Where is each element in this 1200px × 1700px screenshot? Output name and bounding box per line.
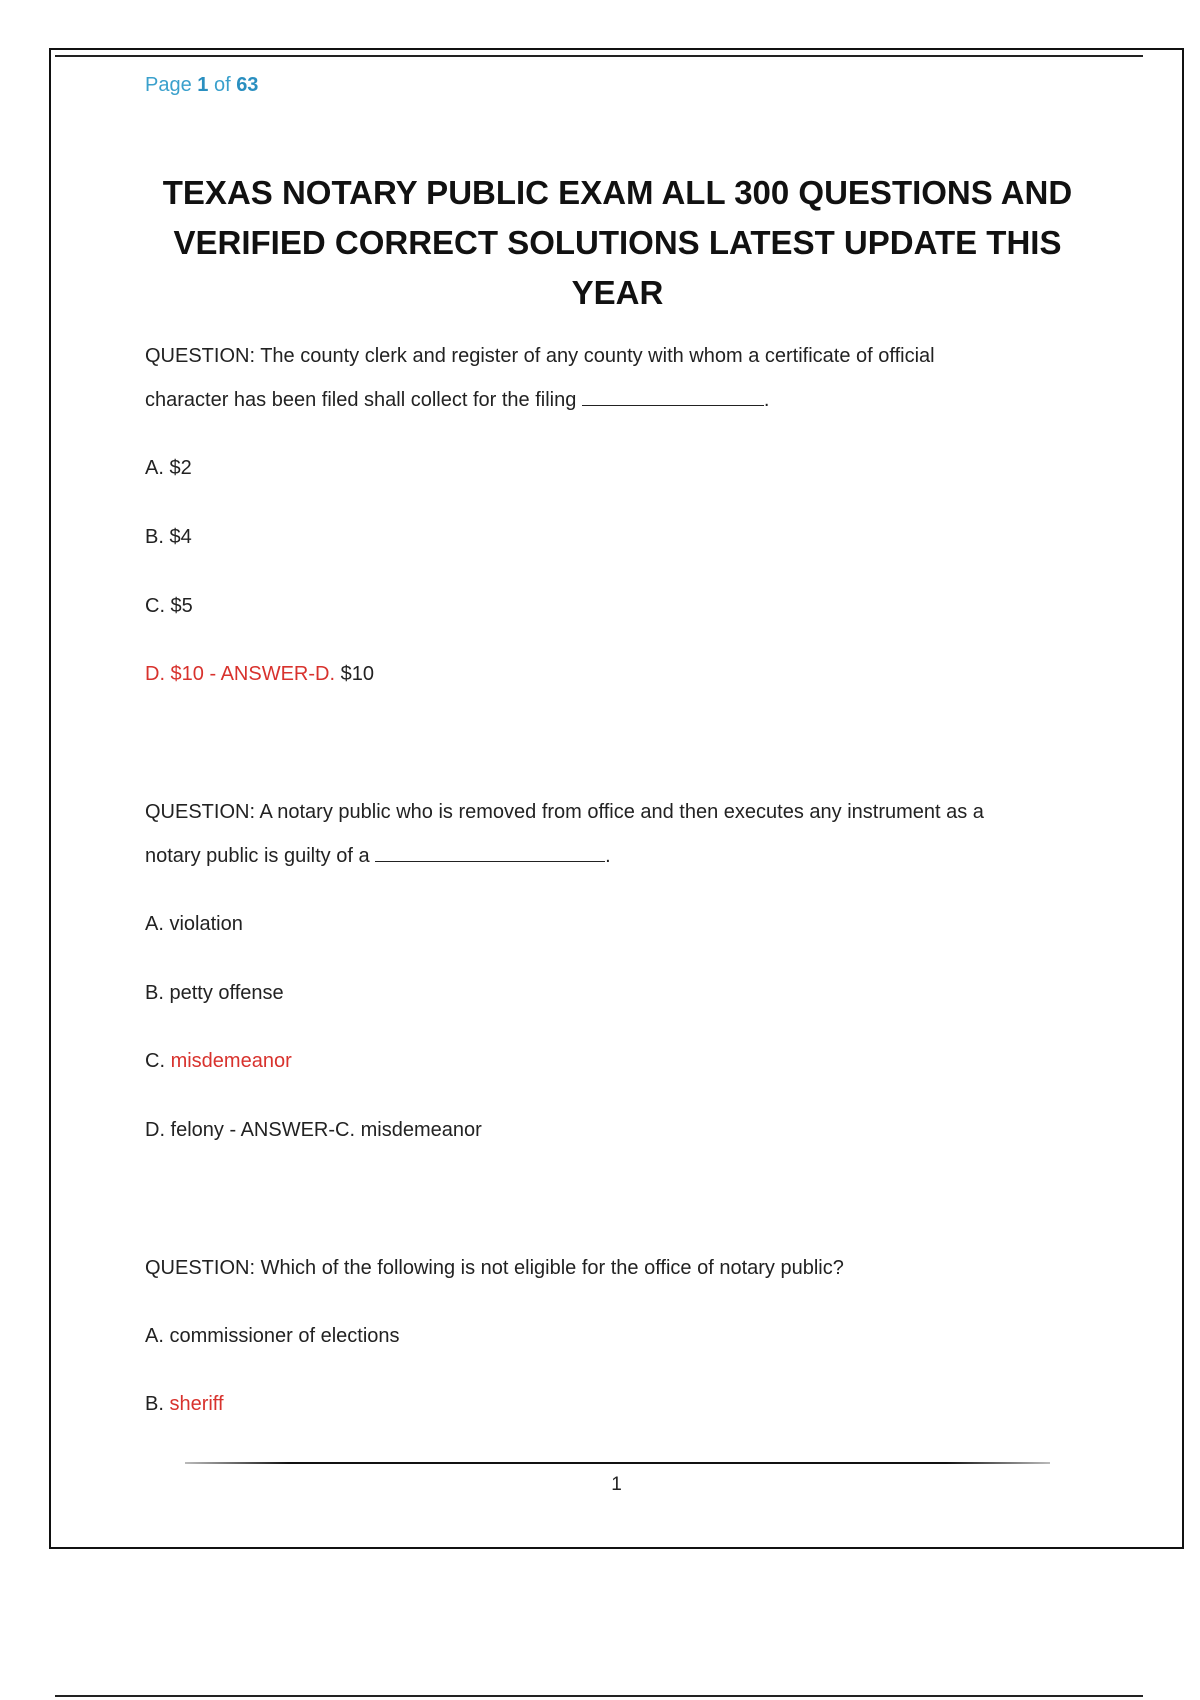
question-2-option-b: B. petty offense — [145, 982, 284, 1004]
answer-highlight: misdemeanor — [170, 1050, 292, 1072]
answer-highlight: sheriff — [169, 1393, 224, 1415]
title-line-2: VERIFIED CORRECT SOLUTIONS LATEST UPDATE THIS — [173, 224, 1062, 261]
title-line-3: YEAR — [571, 274, 664, 311]
question-2-option-c: C. misdemeanor — [145, 1050, 292, 1072]
question-2-line-2: notary public is guilty of a . — [145, 845, 611, 867]
question-1-option-c: C. $5 — [145, 595, 193, 617]
question-2-option-d: D. felony - ANSWER-C. misdemeanor — [145, 1119, 482, 1141]
document-title — [130, 168, 1105, 318]
page-indicator: Page 1 of 63 — [145, 74, 259, 96]
question-3-option-b: B. sheriff — [145, 1393, 224, 1415]
answer-highlight: D. $10 - ANSWER-D. — [145, 663, 336, 685]
title-line-1: TEXAS NOTARY PUBLIC EXAM ALL 300 QUESTIONS AND — [162, 174, 1073, 211]
bottom-rule — [55, 1695, 1143, 1697]
question-1 — [145, 334, 1085, 422]
question-1-option-b: B. $4 — [145, 526, 192, 548]
question-3-line-1: QUESTION: Which of the following is not eligible for the office of notary public? — [145, 1257, 844, 1279]
question-1-line-1: QUESTION: The county clerk and register of any county with whom a certificate of official — [145, 345, 935, 367]
question-2-option-a: A. violation — [145, 913, 243, 935]
question-1-line-2: character has been filed shall collect for the filing . — [145, 389, 770, 411]
page-number: 1 — [611, 1474, 622, 1495]
question-1-option-a: A. $2 — [145, 457, 192, 479]
question-2-line-1: QUESTION: A notary public who is removed from office and then executes any instrument as a — [145, 801, 984, 823]
answer-blank — [582, 389, 764, 406]
question-3-option-a: A. commissioner of elections — [145, 1325, 400, 1347]
question-1-option-d: D. $10 - ANSWER-D. $10 — [145, 663, 374, 685]
question-2 — [145, 790, 1085, 878]
answer-blank — [375, 845, 605, 862]
question-3 — [145, 1246, 1085, 1290]
footer-rule — [185, 1462, 1050, 1464]
